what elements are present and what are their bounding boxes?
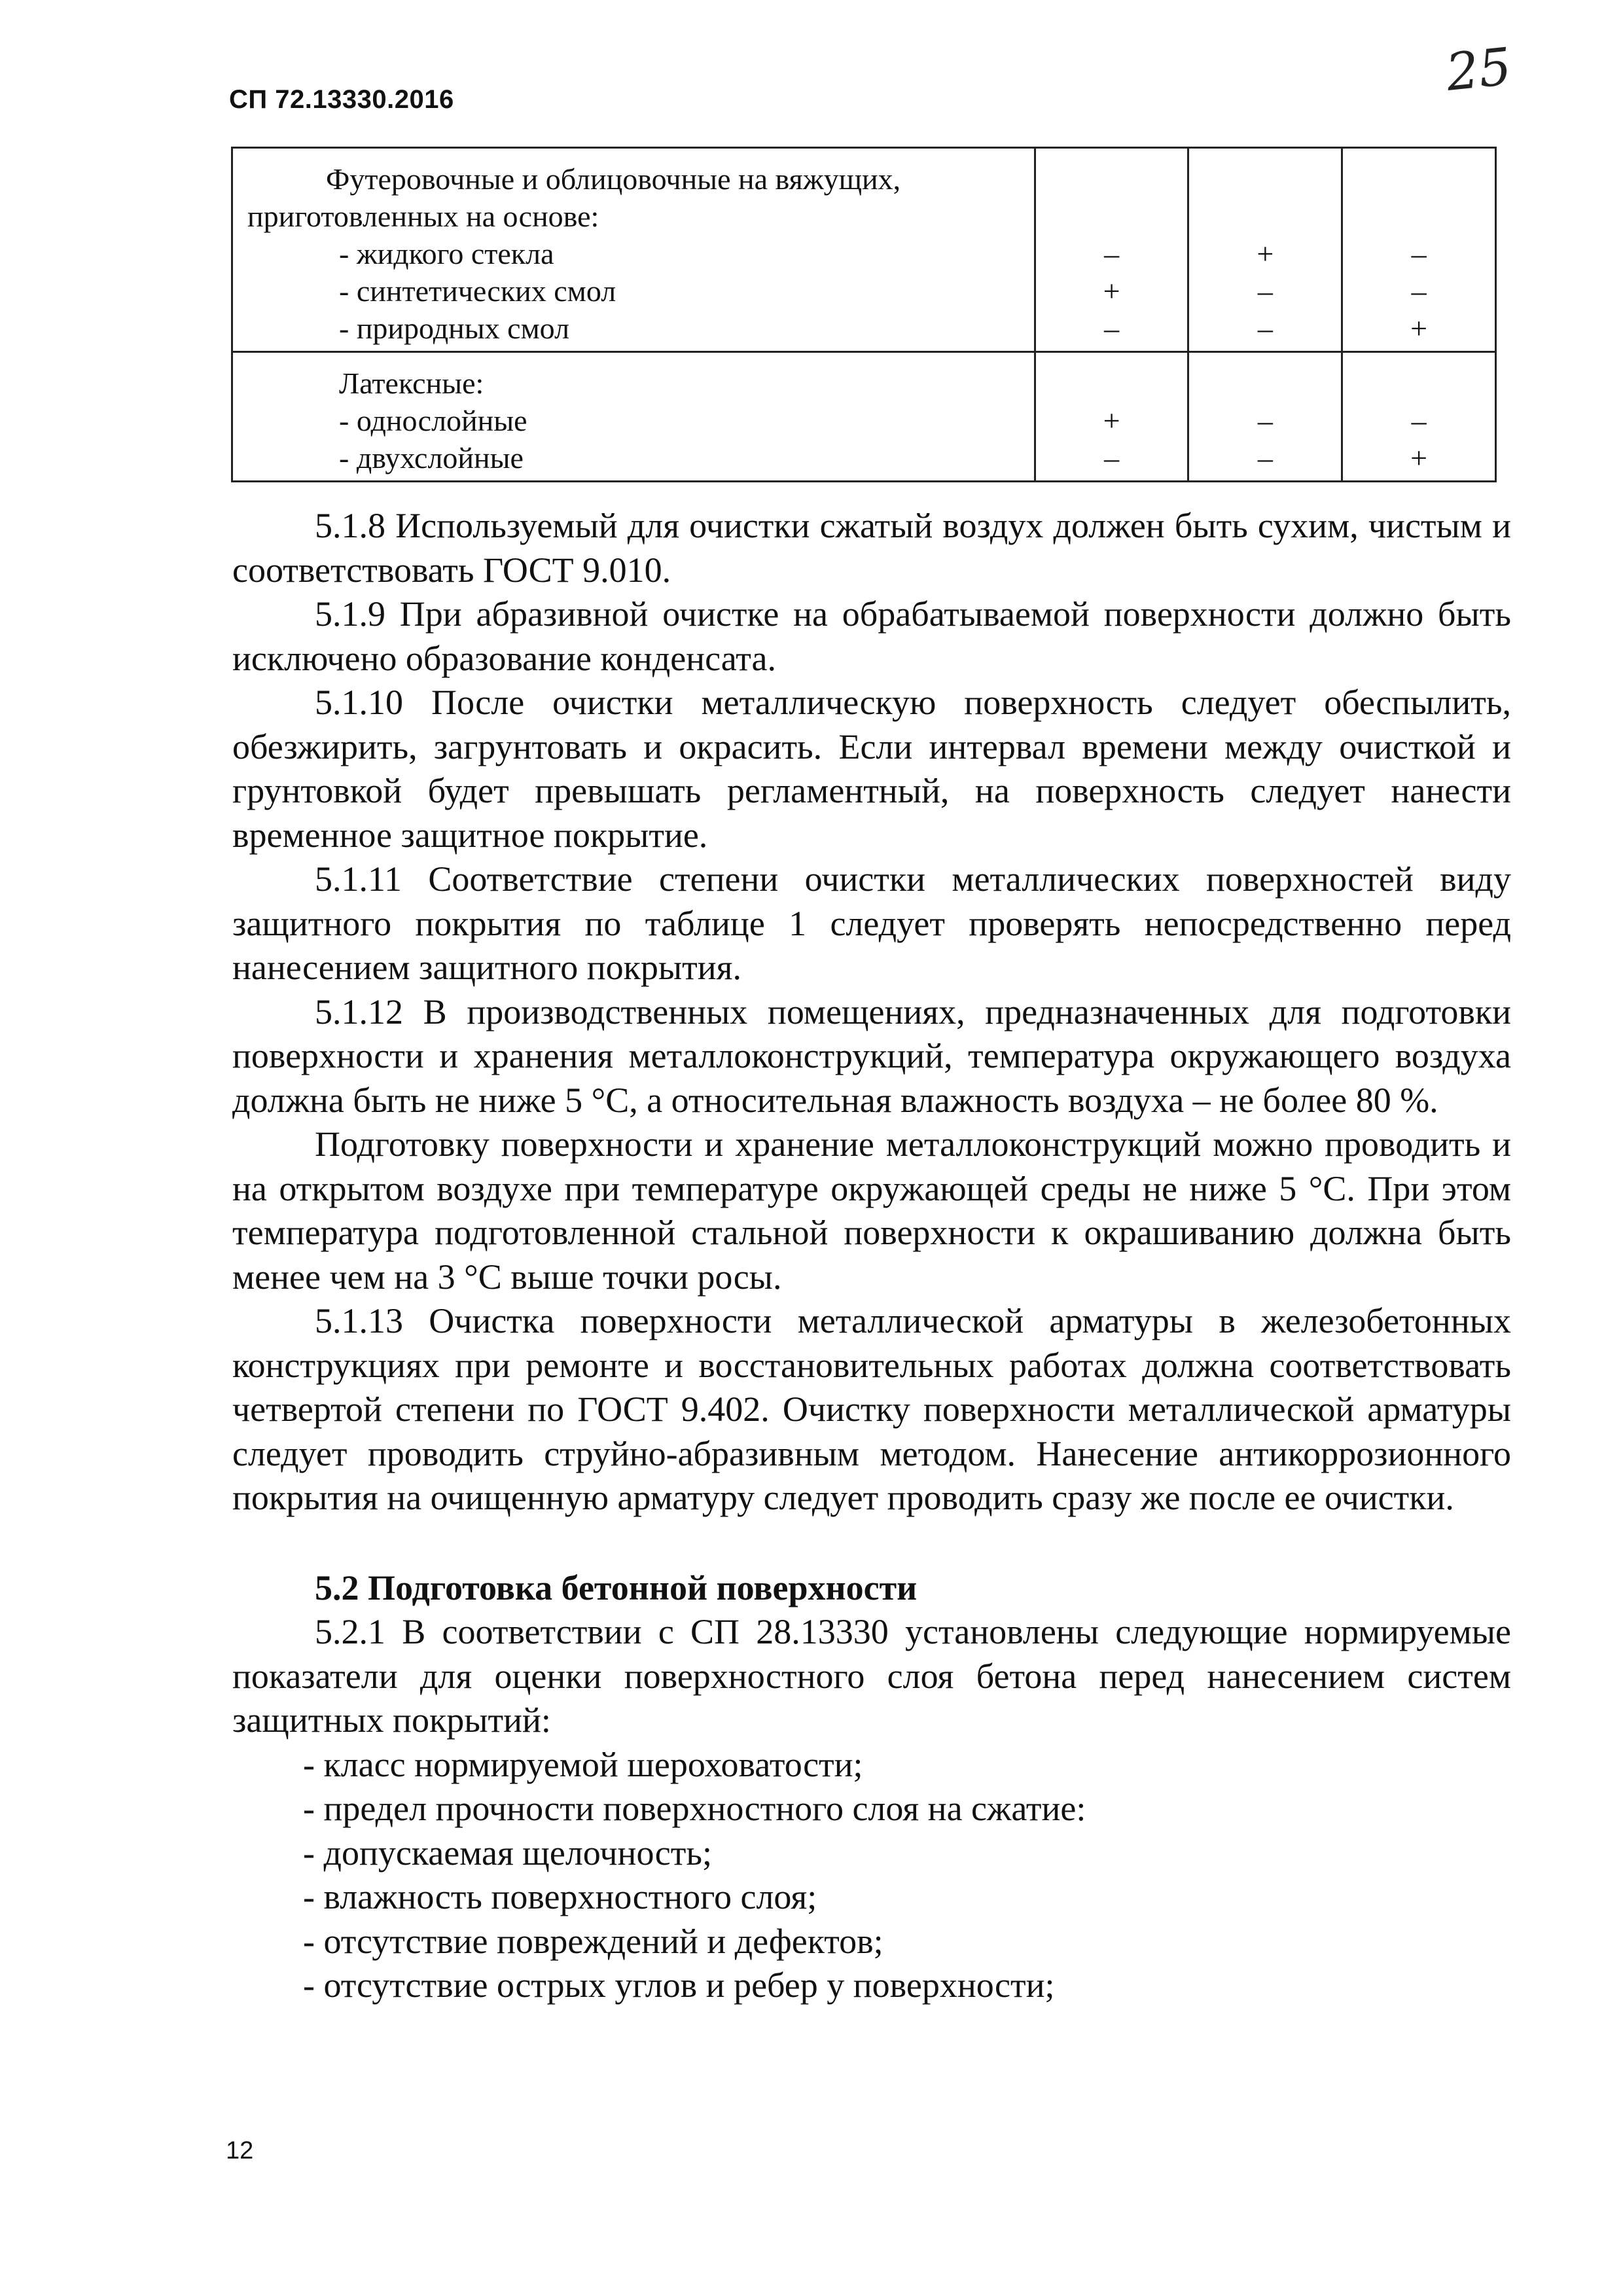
table-cell-mark xyxy=(1188,352,1342,482)
paragraph-5-1-10: 5.1.10 После очистки металлическую поверхность следует обеспылить, обезжирить, загрунтовать и окрасить. Если интервал времени между очисткой и грунтовкой будет превышать регламентный, на поверхность следует нанести временное защитное покрытие. xyxy=(232,683,1511,855)
mark-symbol: + xyxy=(1103,404,1120,437)
mark-symbol: – xyxy=(1257,274,1273,308)
table-line: Футеровочные и облицовочные на вяжущих, xyxy=(326,162,901,196)
list-item: - допускаемая щелочность; xyxy=(303,1833,712,1873)
table-line: Латексные: xyxy=(339,367,484,400)
list-item: - класс нормируемой шероховатости; xyxy=(303,1744,863,1784)
document-body xyxy=(232,504,1511,2008)
mark-symbol: – xyxy=(1104,441,1120,475)
list-item: - отсутствие повреждений и дефектов; xyxy=(303,1921,883,1961)
mark-symbol: + xyxy=(1410,312,1428,345)
coatings-table xyxy=(231,147,1497,482)
handwritten-page-mark: 25 xyxy=(1443,37,1514,103)
table-row xyxy=(232,148,1496,352)
paragraph-storage: Подготовку поверхности и хранение металлоконструкций можно проводить и на открытом воздухе при температуре окружающей среды не ниже 5 °С. При этом температура подготовленной стальной поверхности к окрашиванию должна быть менее чем на 3 °С выше точки росы. xyxy=(232,1124,1511,1297)
paragraph-5-1-13: 5.1.13 Очистка поверхности металлической арматуры в железобетонных конструкциях при ремонте и восстановительных работах должна соответствовать четвертой степени по ГОСТ 9.402. Очистку поверхности металлической арматуры следует проводить струйно-абразивным методом. Нанесение антикоррозионного покрытия на очищенную арматуру следует проводить сразу же после ее очистки. xyxy=(232,1301,1511,1517)
list-item: - влажность поверхностного слоя; xyxy=(303,1877,817,1916)
list-item: - отсутствие острых углов и ребер у поверхности; xyxy=(303,1965,1055,2005)
paragraph-5-1-11: 5.1.11 Соответствие степени очистки металлических поверхностей виду защитного покрытия по таблице 1 следует проверять непосредственно перед нанесением защитного покрытия. xyxy=(232,859,1511,987)
table-cell-mark xyxy=(1188,148,1342,352)
page-number: 12 xyxy=(226,2137,254,2164)
table-cell-name xyxy=(232,148,1035,352)
table-line: - жидкого стекла xyxy=(339,237,554,270)
list-item: - предел прочности поверхностного слоя на сжатие: xyxy=(303,1789,1086,1828)
table-line: приготовленных на основе: xyxy=(247,200,599,233)
mark-symbol: + xyxy=(1257,237,1274,270)
section-heading: 5.2 Подготовка бетонной поверхности xyxy=(315,1568,918,1607)
table-cell-mark xyxy=(1342,148,1496,352)
mark-symbol: – xyxy=(1411,237,1427,270)
indicator-list xyxy=(232,1743,1511,2008)
document-code: СП 72.13330.2016 xyxy=(229,85,454,114)
table-line: - природных смол xyxy=(339,312,570,345)
paragraph-5-2-1: 5.2.1 В соответствии с СП 28.13330 установлены следующие нормируемые показатели для оценки поверхностного слоя бетона перед нанесением систем защитных покрытий: xyxy=(232,1612,1511,1740)
paragraph-5-1-8: 5.1.8 Используемый для очистки сжатый воздух должен быть сухим, чистым и соответствовать ГОСТ 9.010. xyxy=(232,506,1511,590)
mark-symbol: – xyxy=(1257,441,1273,475)
table-cell-name xyxy=(232,352,1035,482)
mark-symbol: – xyxy=(1411,274,1427,308)
table-line: - однослойные xyxy=(339,404,527,437)
paragraph-5-1-9: 5.1.9 При абразивной очистке на обрабатываемой поверхности должно быть исключено образование конденсата. xyxy=(232,594,1511,678)
table-row xyxy=(232,352,1496,482)
mark-symbol: + xyxy=(1410,441,1428,475)
table-cell-mark xyxy=(1342,352,1496,482)
mark-symbol: – xyxy=(1104,237,1120,270)
mark-symbol: + xyxy=(1103,274,1120,308)
paragraph-5-1-12: 5.1.12 В производственных помещениях, предназначенных для подготовки поверхности и хранения металлоконструкций, температура окружающего воздуха должна быть не ниже 5 °С, а относительная влажность воздуха – не более 80 %. xyxy=(232,992,1511,1120)
mark-symbol: – xyxy=(1411,404,1427,437)
table-line: - двухслойные xyxy=(339,441,524,475)
table-cell-mark xyxy=(1035,352,1188,482)
table-line: - синтетических смол xyxy=(339,274,616,308)
table-cell-mark xyxy=(1035,148,1188,352)
mark-symbol: – xyxy=(1104,312,1120,345)
mark-symbol: – xyxy=(1257,312,1273,345)
mark-symbol: – xyxy=(1257,404,1273,437)
